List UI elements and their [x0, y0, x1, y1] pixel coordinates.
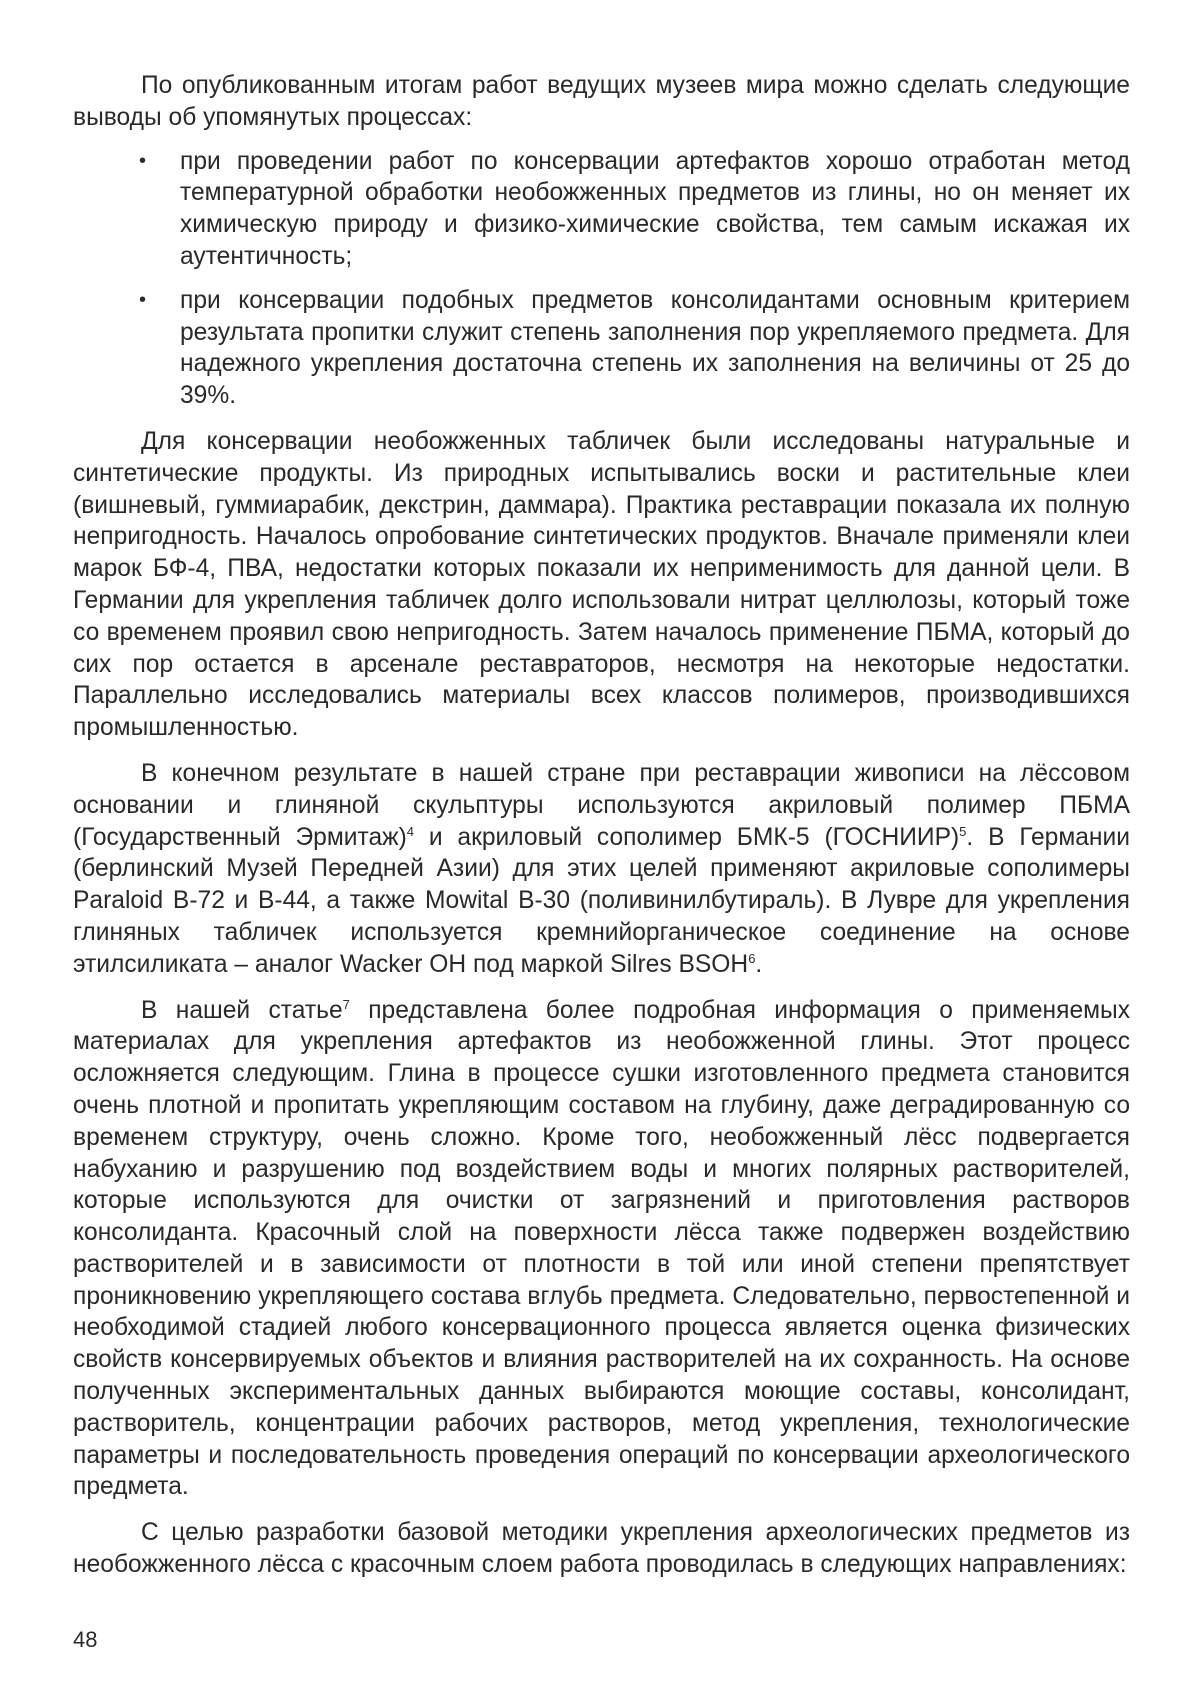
- footnote-ref-7[interactable]: 7: [342, 996, 350, 1012]
- list-item: [73, 285, 1130, 412]
- paragraph-polymers: [73, 758, 1130, 981]
- footnote-ref-5[interactable]: 5: [959, 823, 967, 839]
- conclusions-list: [73, 146, 1130, 412]
- paragraph-text: .: [755, 950, 763, 978]
- paragraph-methodology: С целью разработки базовой методики укрепления археологических предметов из необожженного лёсса с красочным слоем работа проводилась в следующих направлениях:: [73, 1519, 1130, 1579]
- page-body: [73, 70, 1130, 1595]
- list-item-text: при проведении работ по консервации артефактов хорошо отработан метод температурной обработки необожженных предметов из глины, но он меняет их химическую природу и физико-химические свойства, тем самым искажая их аутентичность;: [180, 147, 1130, 270]
- list-item: [73, 146, 1130, 273]
- paragraph-text: представлена более подробная информация о применяемых материалах для укрепления артефактов из необожженной глины. Этот процесс осложняется следующим. Глина в процессе сушки изготовленного предмета становится очень плотной и пропитать укрепляющим составом на глубину, даже деградированную со временем структуру, очень сложно. Кроме того, необожженный лёсс подвергается набуханию и разрушению под воздействием воды и многих полярных растворителей, которые используются для очистки от загрязнений и приготовления растворов консолиданта. Красочный слой на поверхности лёсса также подвержен воздействию растворителей и в зависимости от плотности в той или иной степени препятствует проникновению укрепляющего состава вглубь предмета. Следовательно, первостепенной и необходимой стадией любого консервационного процесса является оценка физических свойств консервируемых объектов и влияния растворителей на их сохранность. На основе полученных экспериментальных данных выбираются моющие составы, консолидант, растворитель, концентрации рабочих растворов, метод укрепления, технологические параметры и последовательность проведения операций по консервации археологического предмета.: [73, 996, 1130, 1501]
- paragraph-text: . В Германии (берлинский Музей Передней Азии) для этих целей применяют акриловые сополимеры Paraloid B-72 и B-44, а также Mowital B-30 (поливинилбутираль). В Лувре для укрепления глиняных табличек используется кремнийорганическое соединение на основе этилсиликата – аналог Wacker OH под маркой Silres BSOH: [73, 823, 1130, 978]
- bullet-icon: •: [139, 149, 147, 172]
- paragraph-materials: Для консервации необожженных табличек были исследованы натуральные и синтетические продукты. Из природных испытывались воски и растительные клеи (вишневый, гуммиарабик, декстрин, даммара). Практика реставрации показала их полную непригодность. Началось опробование синтетических продуктов. Вначале применяли клеи марок БФ-4, ПВА, недостатки которых показали их неприменимость для данной цели. В Германии для укрепления табличек долго использовали нитрат целлюлозы, который тоже со временем проявил свою непригодность. Затем началось применение ПБМА, который до сих пор остается в арсенале реставраторов, несмотря на некоторые недостатки. Параллельно исследовались материалы всех классов полимеров, производившихся промышленностью.: [73, 427, 1130, 742]
- footnote-ref-6[interactable]: 6: [748, 950, 756, 966]
- paragraph-text: и акриловый сополимер БМК-5 (ГОСНИИР): [414, 823, 960, 851]
- paragraph-text: В конечном результате в нашей стране при реставрации живописи на лёссовом основании и глиняной скульптуры используются акриловый полимер ПБМА (Государственный Эрмитаж): [73, 759, 1130, 851]
- intro-paragraph: По опубликованным итогам работ ведущих музеев мира можно сделать следующие выводы об упомянутых процессах:: [73, 72, 1130, 131]
- page-number: 48: [73, 1627, 98, 1652]
- paragraph-text: В нашей статье: [141, 996, 343, 1024]
- paragraph-article: [73, 995, 1130, 1504]
- list-item-text: при консервации подобных предметов консолидантами основным критерием результата пропитки служит степень заполнения пор укрепляемого предмета. Для надежного укрепления достаточна степень их заполнения на величины от 25 до 39%.: [180, 286, 1130, 410]
- footnote-ref-4[interactable]: 4: [406, 823, 415, 839]
- bullet-icon: •: [139, 288, 147, 311]
